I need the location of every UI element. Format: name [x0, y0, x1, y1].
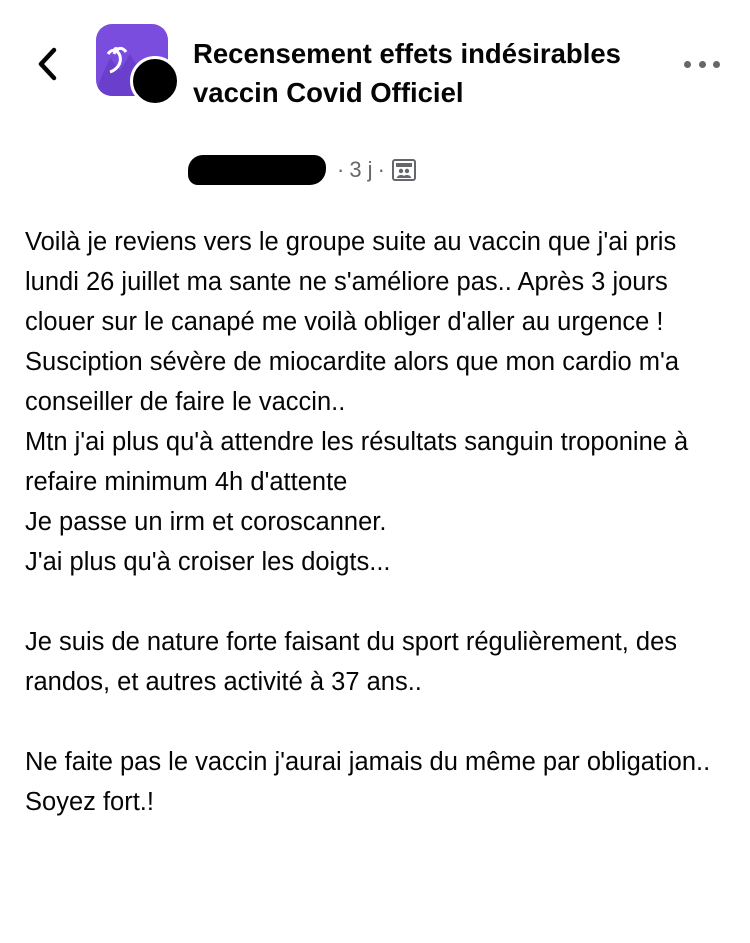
- post-text: [25, 222, 725, 822]
- post-line: Je suis de nature forte faisant du sport régulièrement, des randos, et autres activité à 37 ans..: [25, 628, 678, 696]
- meta-separator: ·: [377, 157, 385, 182]
- more-horizontal-icon: [684, 61, 691, 68]
- post-line: J'ai plus qu'à croiser les doigts...: [25, 548, 391, 576]
- post-header: [0, 0, 750, 200]
- more-dot: [713, 61, 720, 68]
- paragraph-gap: [25, 582, 725, 622]
- more-options-button[interactable]: [684, 50, 720, 78]
- post-line: Ne faite pas le vaccin j'aurai jamais du même par obligation..: [25, 748, 711, 776]
- post-time[interactable]: 3 j: [349, 157, 373, 182]
- group-audience-icon: [392, 159, 416, 181]
- user-avatar-redacted[interactable]: [130, 56, 180, 106]
- post-line: Voilà je reviens vers le groupe suite au vaccin que j'ai pris lundi 26 juillet ma sante ne s'améliore pas.. Après 3 jours clouer sur le canapé me voilà obliger d'aller au urgence ! Susciption sévère de miocardite alors que mon cardio m'a conseiller de faire le vaccin..: [25, 228, 680, 416]
- post-line: Je passe un irm et coroscanner.: [25, 508, 387, 536]
- author-name-redacted[interactable]: [188, 155, 326, 185]
- back-button[interactable]: [30, 44, 66, 84]
- paragraph-gap: [25, 702, 725, 742]
- post-line: Soyez fort.!: [25, 788, 154, 816]
- chevron-left-icon: [35, 47, 61, 81]
- post-meta: [188, 152, 416, 188]
- meta-separator: ·: [337, 157, 345, 182]
- group-name[interactable]: Recensement effets indésirables vaccin Covid Officiel: [193, 38, 621, 108]
- more-dot: [699, 61, 706, 68]
- post-line: Mtn j'ai plus qu'à attendre les résultats sanguin troponine à refaire minimum 4h d'attente: [25, 428, 689, 496]
